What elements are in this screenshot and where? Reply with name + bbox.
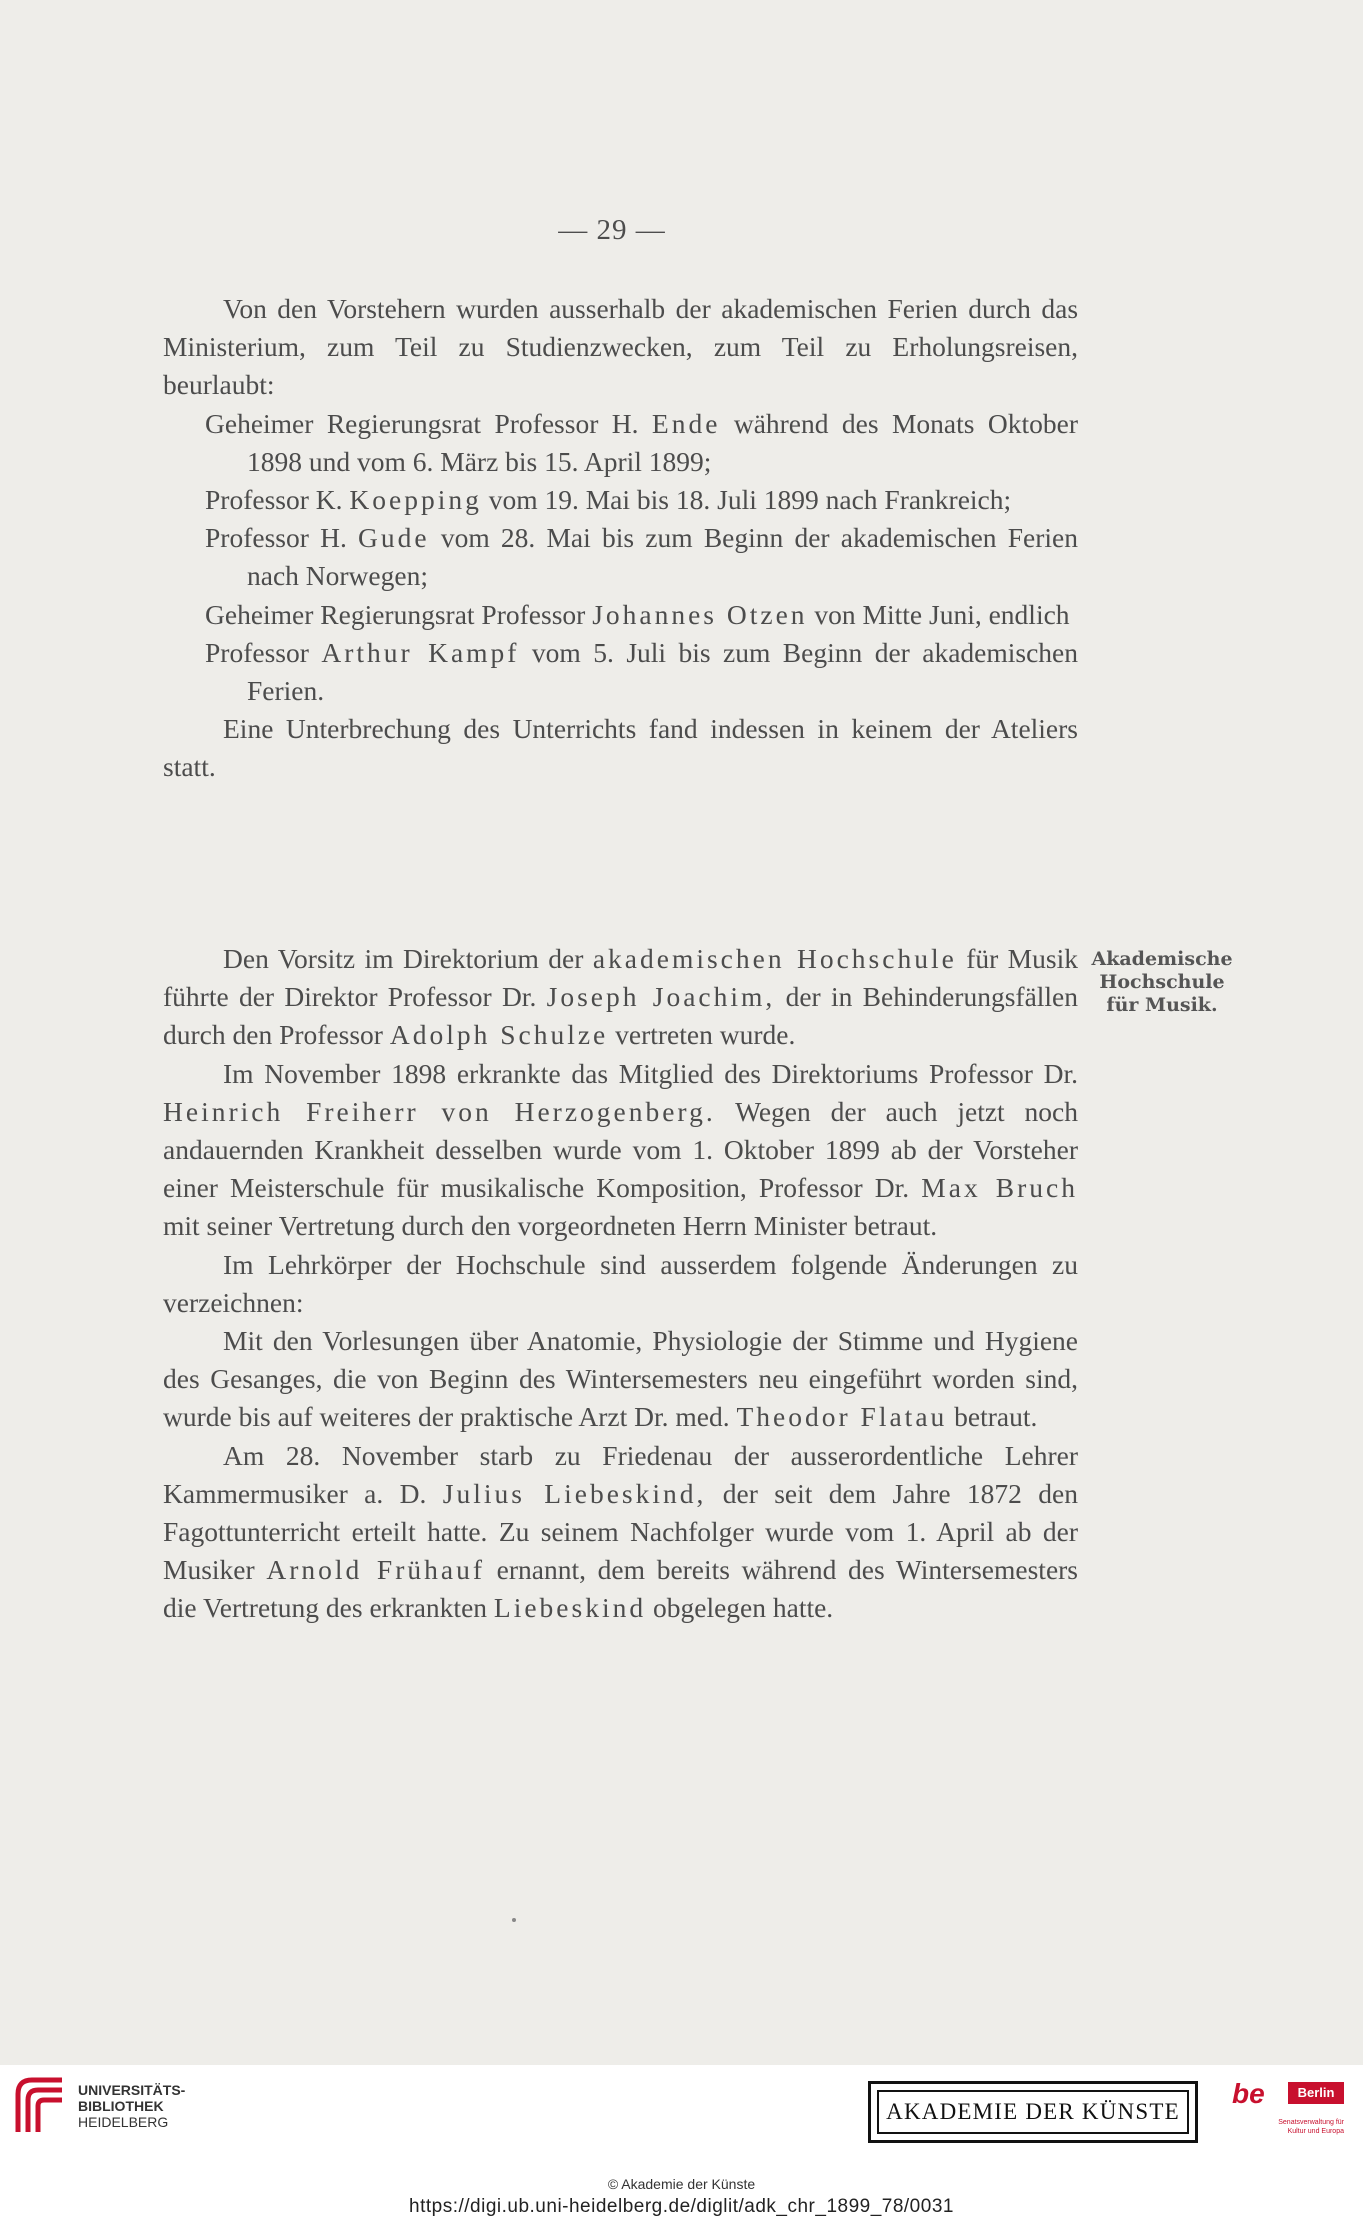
text-run: obgelegen hatte. — [652, 1592, 834, 1624]
paragraph-lehrkoerper: Im Lehrkörper der Hochschule sind ausserdem folgende Änderungen zu verzeichnen: — [163, 1248, 1078, 1318]
ub-line: BIBLIOTHEK — [78, 2098, 164, 2114]
entry-name: Ende — [651, 407, 721, 439]
spaced-name: Arnold Frühauf — [266, 1554, 485, 1586]
entry-prefix: Professor K. — [205, 484, 343, 516]
entry-details: vom 5. Juli bis zum Beginn der akademischen Ferien. — [247, 636, 1079, 707]
entry-details: während des Monats Oktober 1898 und vom 6. März bis 15. April 1899; — [247, 407, 1078, 477]
marginal-note-line: Hochschule — [1099, 971, 1225, 993]
berlin-senate-subtitle: Senatsverwaltung für Kultur und Europa — [1278, 2119, 1344, 2135]
entry-details: vom 19. Mai bis 18. Juli 1899 nach Frankreich; — [488, 484, 1012, 516]
text-run: vertreten wurde. — [615, 1019, 796, 1051]
entry-name: Johannes Otzen — [592, 598, 808, 630]
ub-heidelberg-wordmark — [78, 2082, 185, 2130]
text-run: Den Vorsitz im Direktorium der — [223, 943, 584, 974]
paragraph-herzogenberg — [163, 1055, 1078, 1246]
spaced-name: Liebeskind — [493, 1592, 647, 1624]
be-berlin-wordmark: be — [1232, 2078, 1265, 2109]
text-run: mit seiner Vertretung durch den vorgeordneten Herrn Minister betraut. — [163, 1210, 938, 1242]
marginal-note — [1082, 948, 1242, 1017]
spaced-name: Max Bruch — [921, 1172, 1078, 1204]
section-vorsteher-leave — [163, 290, 1078, 787]
text-run: der seit dem Jahre 1872 den Fagottunterricht erteilt hatte. Zu seinem Nachfolger wurde vom 1. April ab der Musiker — [163, 1477, 1078, 1586]
entry-name: Gude — [358, 522, 430, 554]
intro-line: Von den Vorstehern wurden ausserhalb der akademischen — [223, 293, 878, 324]
spaced-name: Theodor Flatau — [736, 1401, 948, 1433]
ub-line: UNIVERSITÄTS- — [78, 2082, 186, 2098]
leave-entry-otzen — [163, 596, 1078, 634]
entry-details: von Mitte Juni, endlich — [814, 598, 1070, 630]
text-run: Am 28. November starb zu Friedenau der ausserordentliche Lehrer Kammermusiker a. D. — [163, 1439, 1078, 1509]
entry-details: vom 28. Mai bis zum Beginn der akademischen Ferien nach Norwegen; — [247, 522, 1078, 592]
text-run: der in Behinderungsfällen durch den Professor — [163, 981, 1079, 1051]
closing-paragraph: Eine Unterbrechung des Unterrichts fand indessen in keinem der Ateliers statt. — [163, 713, 1078, 783]
stray-ink-dot — [512, 1918, 516, 1922]
entry-prefix: Professor H. — [205, 522, 347, 554]
entry-name: Arthur Kampf — [321, 636, 520, 668]
source-url-link[interactable]: https://digi.ub.uni-heidelberg.de/diglit/adk_chr_1899_78/0031 — [409, 2196, 954, 2217]
copyright-notice: © Akademie der Künste — [607, 2176, 756, 2192]
ub-heidelberg-logo[interactable] — [12, 2072, 292, 2138]
page-number: — 29 — — [558, 214, 666, 246]
leave-entry-gude — [163, 519, 1078, 595]
leave-entry-ende — [163, 405, 1078, 481]
spaced-name: akademischen Hochschule — [592, 943, 957, 974]
akademie-label: AKADEMIE DER KÜNSTE — [877, 2090, 1189, 2134]
akademie-der-kuenste-logo[interactable] — [868, 2081, 1198, 2143]
intro-rest: Ferien durch das Ministerium, zum Teil zu Studienzwecken, zum Teil zu Erholungsreisen, beurlaubt: — [163, 293, 1079, 401]
leave-entry-koepping — [163, 481, 1078, 519]
spaced-name: Heinrich Freiherr von Herzogenberg. — [163, 1095, 716, 1127]
marginal-note-line: Akademische — [1091, 948, 1233, 970]
entry-prefix: Geheimer Regierungsrat Professor — [205, 598, 586, 630]
text-run: Mit den Vorlesungen über Anatomie, Physiologie der Stimme und Hygiene des Gesanges, die von Beginn des Wintersemesters neu eingeführt worden sind, wurde bis auf weiteres der praktische Arzt Dr. med. — [163, 1325, 1078, 1433]
spaced-name: Adolph Schulze — [389, 1019, 609, 1051]
ub-heidelberg-icon — [12, 2072, 70, 2136]
entry-prefix: Geheimer Regierungsrat Professor H. — [205, 407, 639, 439]
entry-name: Koepping — [349, 484, 482, 516]
berlin-senate-logo[interactable] — [1228, 2076, 1346, 2146]
section-hochschule-musik — [163, 940, 1078, 1628]
paragraph-flatau — [163, 1322, 1078, 1437]
paragraph-direktorium — [163, 940, 1078, 1055]
berlin-flag-label: Berlin — [1288, 2082, 1344, 2104]
marginal-note-line: für Musik. — [1106, 994, 1218, 1016]
text-run: Wegen der auch jetzt noch andauernden Krankheit desselben wurde vom 1. Oktober 1899 ab der Vorsteher einer Meisterschule für musikalische Komposition, Professor Dr. — [163, 1095, 1078, 1204]
text-run: betraut. — [954, 1401, 1038, 1433]
text-run: ernannt, dem bereits während des Wintersemesters die Vertretung des erkrankten — [163, 1554, 1079, 1624]
text-run: Im November 1898 erkrankte das Mitglied des Direktoriums Professor Dr. — [223, 1057, 1078, 1089]
intro-paragraph — [163, 290, 1078, 405]
spaced-name: Joseph Joachim, — [546, 981, 776, 1013]
text-run: für Musik führte der Direktor Professor Dr. — [163, 943, 1078, 1013]
ub-line: HEIDELBERG — [78, 2114, 169, 2130]
spaced-name: Julius Liebeskind, — [442, 1477, 707, 1509]
paragraph-liebeskind — [163, 1437, 1078, 1628]
leave-entry-kampf — [163, 634, 1078, 710]
entry-prefix: Professor — [205, 636, 309, 668]
